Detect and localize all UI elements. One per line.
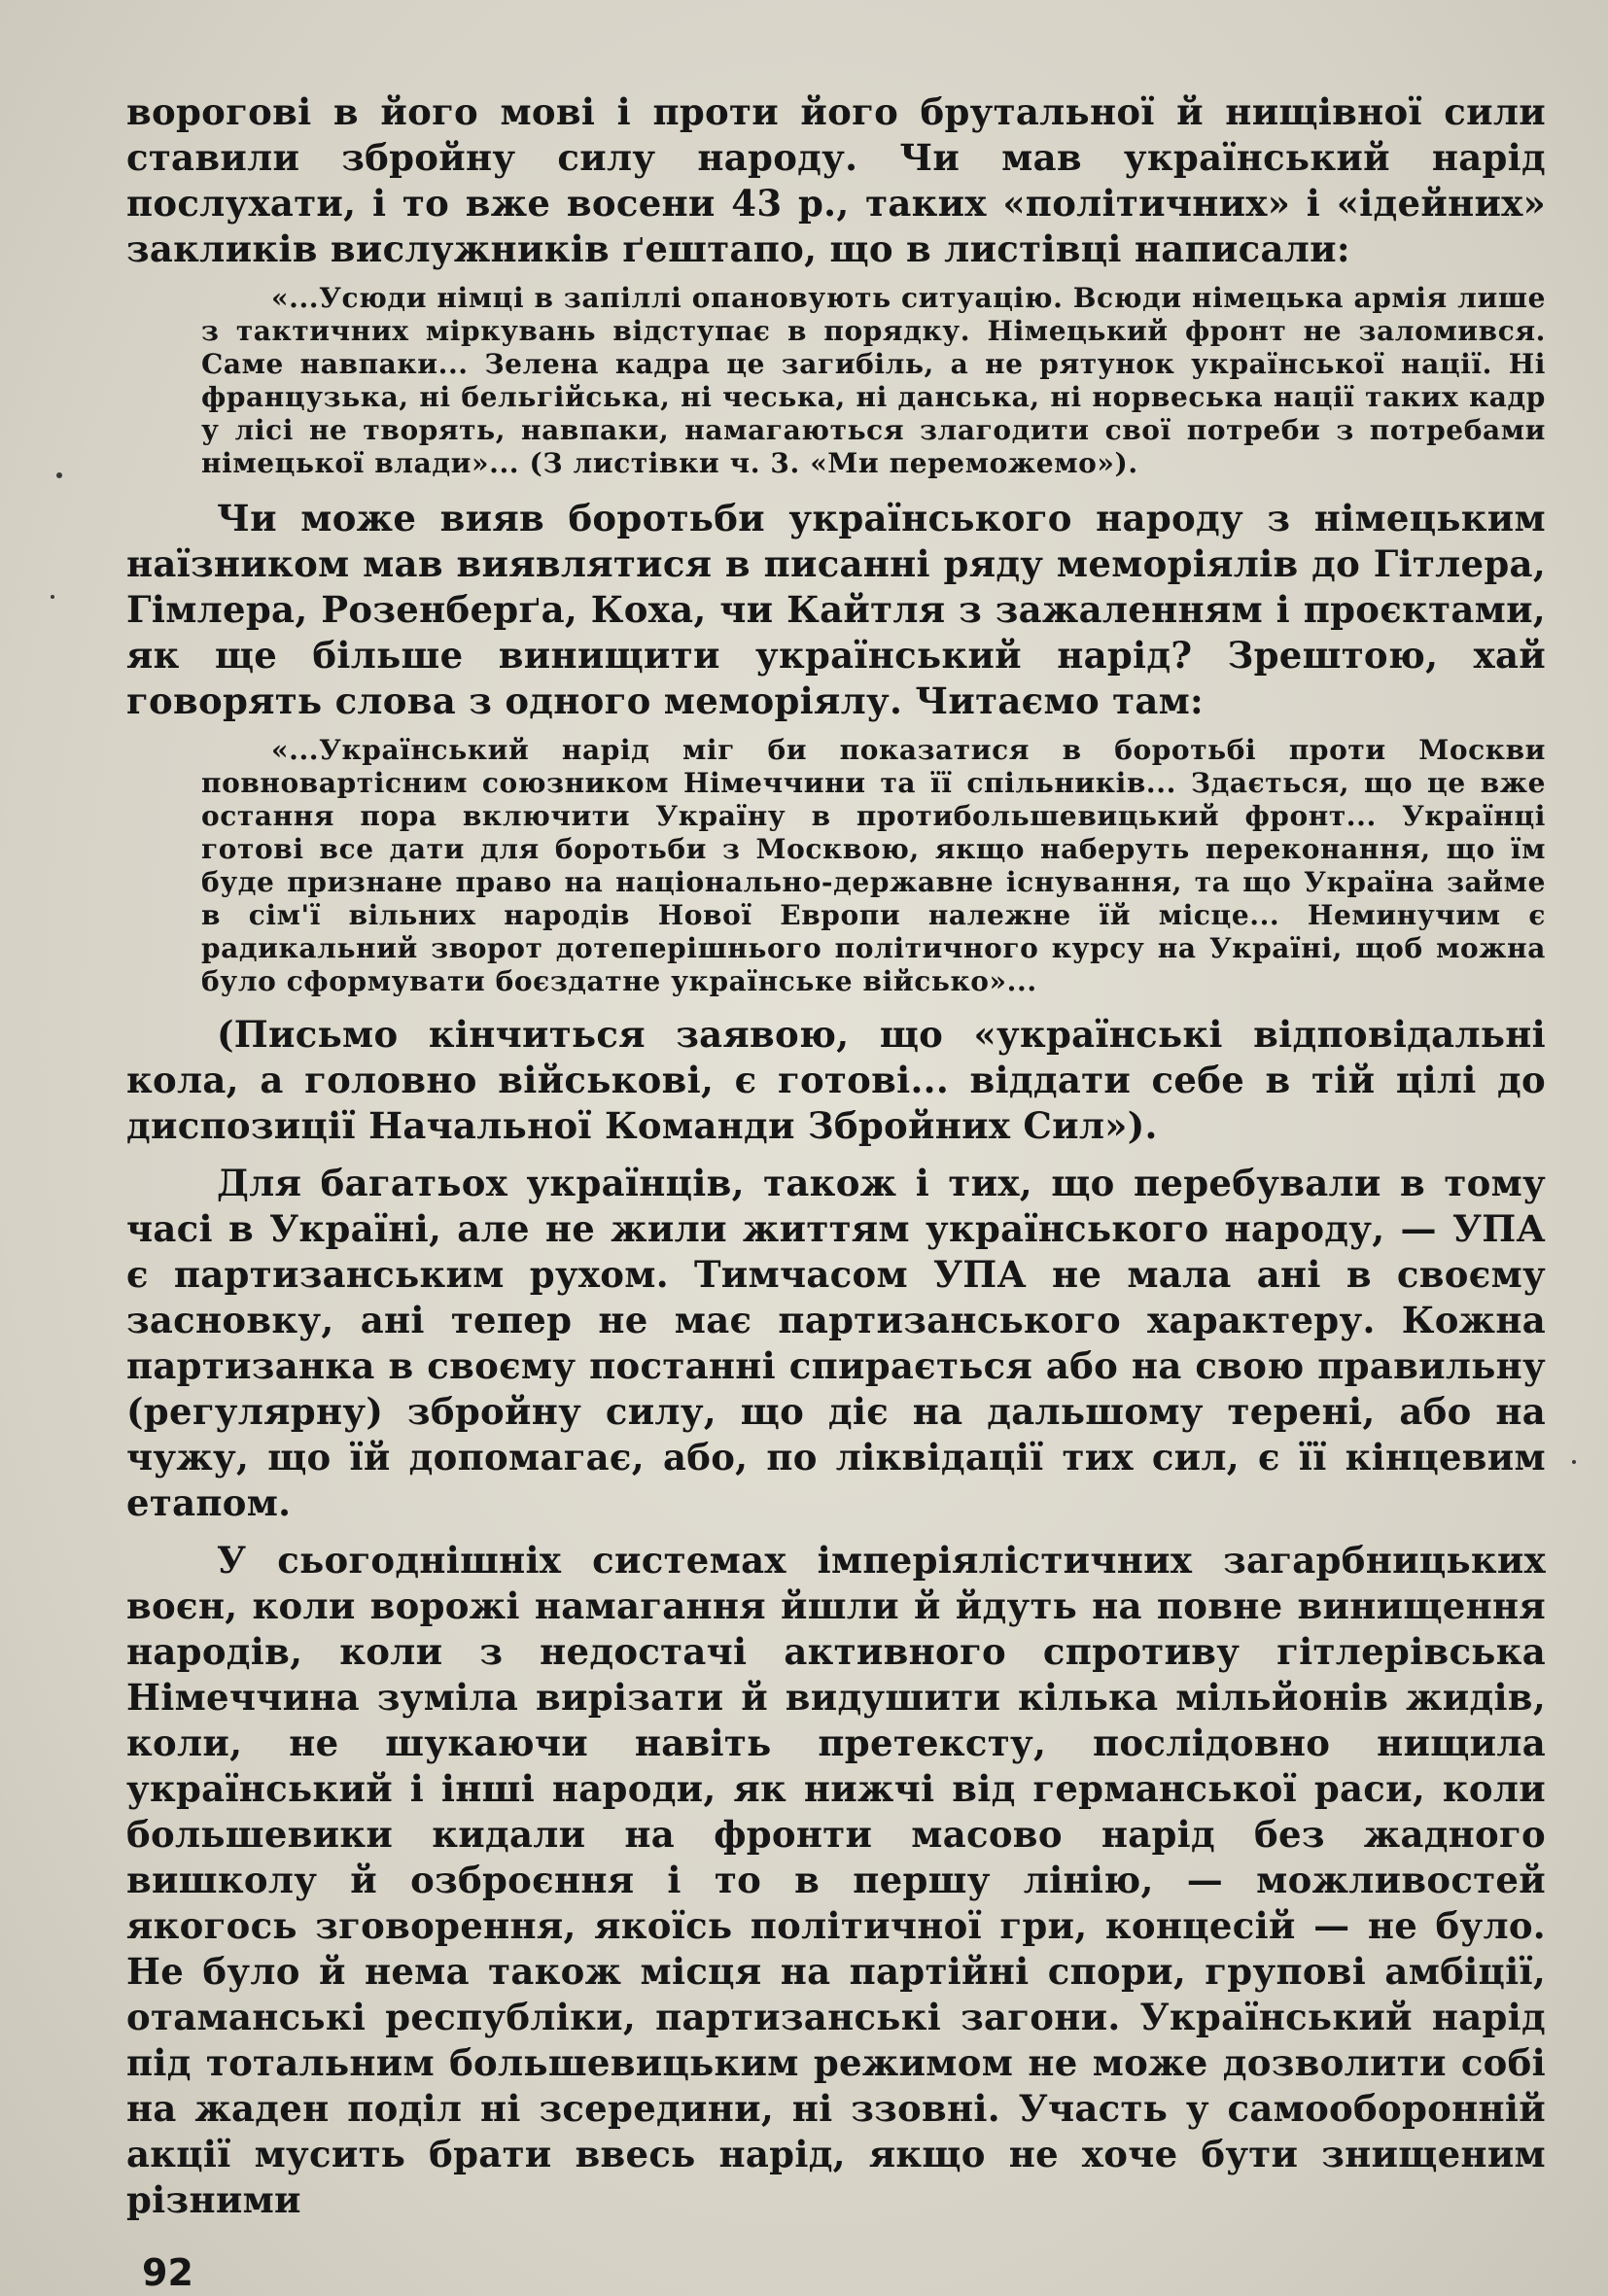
paragraph-5: У сьогоднішніх системах імперіялістичних загарбницьких воєн, коли ворожі намагання йшли й йдуть на повне винищення народів, коли з недостачі активного спротиву гітлерівська Німеччина зуміла вирізати й видушити кілька мільйонів жидів, коли, не шукаючи навіть претексту, послідовно нищила український і інші народи, як нижчі від германської раси, коли большевики кидали на фронти масово нарід без жадного вишколу й озброєння і то в першу лінію, — можливостей якогось зговорення, якоїсь політичної гри, концесій — не було. Не було й нема також місця на партійні спори, групові амбіції, отаманські республіки, партизанські загони. Український нарід під тотальним большевицьким режимом не може дозволити собі на жаден поділ ні зсередини, ні ззовні. Участь у самооборонній акції мусить брати ввесь нарід, якщо не хоче бути знищеним різними [126, 1539, 1546, 2221]
print-speck [51, 595, 54, 599]
print-speck [1572, 1460, 1576, 1464]
page-body [126, 89, 1546, 2223]
page-number: 92 [142, 2251, 193, 2294]
paragraph-3: (Письмо кінчиться заявою, що «українські відповідальні кола, а головно військові, є готові... віддати себе в тій цілі до диспозиції Начальної Команди Збройних Сил»). [126, 1013, 1546, 1147]
paragraph-4: Для багатьох українців, також і тих, що перебували в тому часі в Україні, але не жили життям українського народу, — УПА є партизанським рухом. Тимчасом УПА не мала ані в своєму засновку, ані тепер не має партизанського характеру. Кожна партизанка в своєму постанні спирається або на свою правильну (регулярну) збройну силу, що діє на дальшому терені, або на чужу, що їй допомагає, або, по ліквідації тих сил, є її кінцевим етапом. [126, 1162, 1546, 1524]
quote-leaflet: «...Усюди німці в запіллі опановують ситуацію. Всюди німецька армія лише з тактичних міркувань відступає в порядку. Німецький фронт не заломився. Саме навпаки... Зелена кадра це загибіль, а не рятунок української нації. Ні французька, ні бельгійська, ні чеська, ні данська, ні норвеська нації таких кадр у лісі не творять, навпаки, намагаються злагодити свої потреби з потребами німецької влади»... (З листівки ч. 3. «Ми переможемо»). [201, 282, 1546, 479]
print-speck [56, 472, 62, 478]
paragraph-1: ворогові в його мові і проти його брутальної й нищівної сили ставили збройну силу народу. Чи мав український нарід послухати, і то вже восени 43 р., таких «політичних» і «ідейних» закликів вислужників ґештапо, що в листівці написали: [126, 90, 1546, 270]
paragraph-2: Чи може вияв боротьби українського народу з німецьким наїзником мав виявлятися в писанні ряду меморіялів до Гітлера, Гімлера, Розенберґа, Коха, чи Кайтля з зажаленням і проєктами, як ще більше винищити український нарід? Зрештою, хай говорять слова з одного меморіялу. Читаємо там: [126, 497, 1546, 722]
quote-memorial: «...Український нарід міг би показатися в боротьбі проти Москви повновартісним союзником Німеччини та її спільників... Здається, що це вже остання пора включити Україну в протибольшевицький фронт... Українці готові все дати для боротьби з Москвою, якщо наберуть переконання, що їм буде признане право на національно-державне існування, та що Україна займе в сім'ї вільних народів Нової Европи належне їй місце... Неминучим є радикальний зворот дотеперішнього політичного курсу на Україні, щоб можна було сформувати боєздатне українське військо»... [201, 734, 1546, 997]
